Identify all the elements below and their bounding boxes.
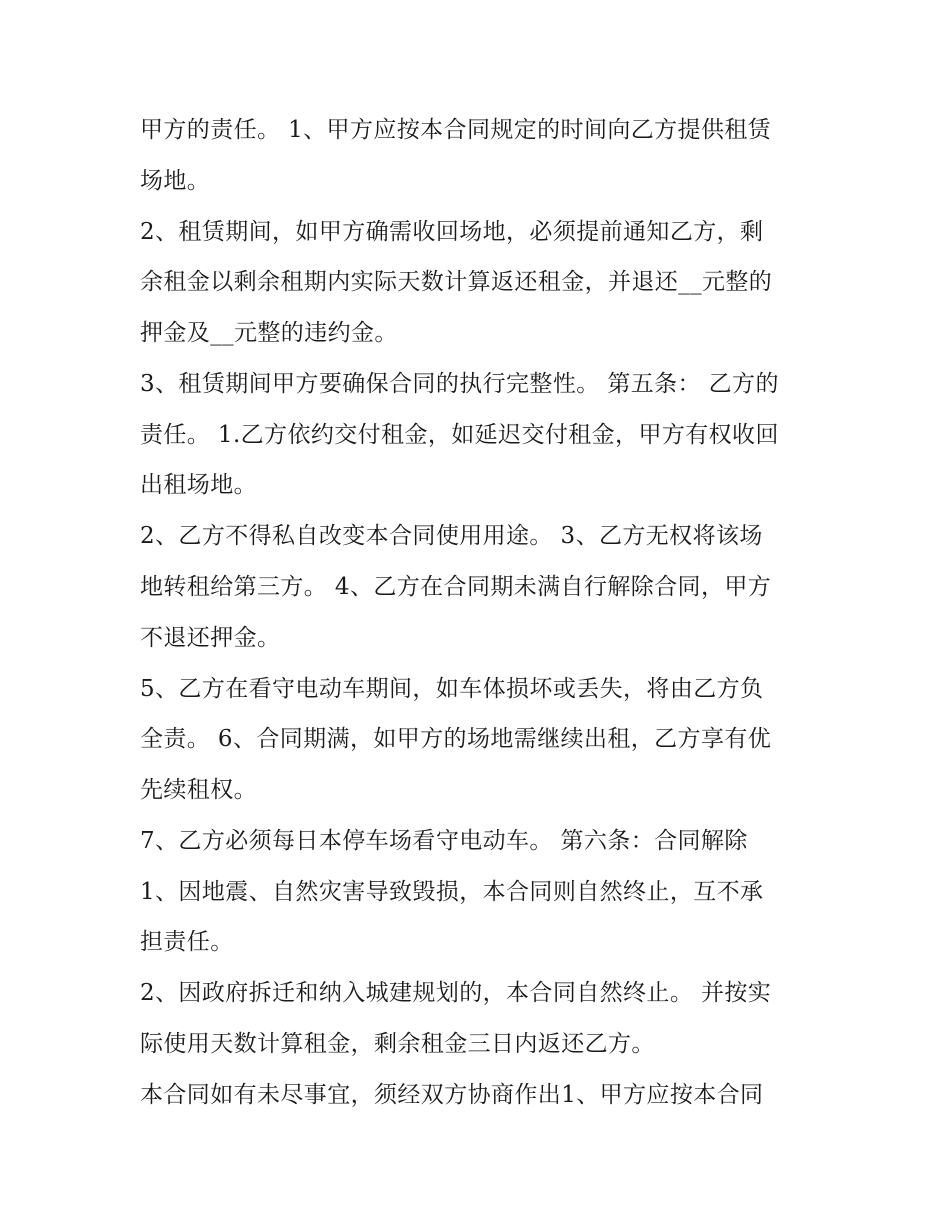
text-line: 2、乙方不得私自改变本合同使用用途。 3、乙方无权将该场 bbox=[140, 523, 763, 549]
text-line: 2、租赁期间，如甲方确需收回场地，必须提前通知乙方，剩 bbox=[140, 219, 764, 245]
text-line: 担责任。 bbox=[140, 929, 234, 955]
text-line: 地转租给第三方。 4、乙方在合同期未满自行解除合同，甲方 bbox=[140, 574, 772, 600]
text-line: 本合同如有未尽事宜，须经双方协商作出1、甲方应按本合同 bbox=[140, 1082, 764, 1108]
text-line: 7、乙方必须每日本停车场看守电动车。 第六条：合同解除 bbox=[140, 828, 748, 854]
text-line: 际使用天数计算租金，剩余租金三日内返还乙方。 bbox=[140, 1031, 655, 1057]
text-line: 不退还押金。 bbox=[140, 625, 281, 651]
text-line: 2、因政府拆迁和纳入城建规划的，本合同自然终止。 并按实 bbox=[140, 980, 772, 1006]
text-line: 1、因地震、自然灾害导致毁损，本合同则自然终止，互不承 bbox=[140, 879, 764, 905]
text-line: 场地。 bbox=[140, 168, 211, 194]
text-line: 5、乙方在看守电动车期间，如车体损坏或丢失，将由乙方负 bbox=[140, 676, 764, 702]
text-line: 3、租赁期间甲方要确保合同的执行完整性。 第五条： 乙方的 bbox=[140, 371, 779, 397]
text-line: 先续租权。 bbox=[140, 777, 257, 803]
text-line: 出租场地。 bbox=[140, 472, 257, 498]
text-line: 余租金以剩余租期内实际天数计算返还租金，并退还__元整的 bbox=[140, 269, 773, 295]
text-line: 押金及__元整的违约金。 bbox=[140, 320, 398, 346]
text-line: 责任。 1.乙方依约交付租金，如延迟交付租金，甲方有权收回 bbox=[140, 422, 779, 448]
text-line: 甲方的责任。 1、甲方应按本合同规定的时间向乙方提供租赁 bbox=[140, 117, 772, 143]
text-line: 全责。 6、合同期满，如甲方的场地需继续出租，乙方享有优 bbox=[140, 726, 772, 752]
